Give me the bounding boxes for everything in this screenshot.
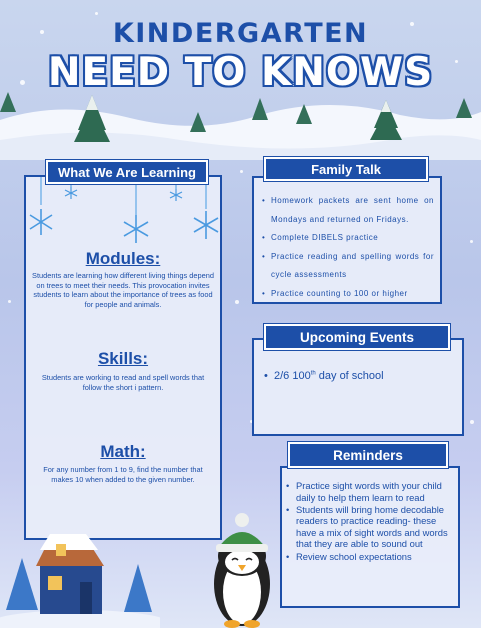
reminders-tab: Reminders [288,442,448,468]
reminders-list [286,480,448,563]
events-panel [252,338,464,436]
events-tab: Upcoming Events [264,324,450,350]
family-talk-list [262,192,434,303]
event-ordinal: th [310,370,316,377]
family-talk-panel [252,176,442,304]
learning-tab: What We Are Learning [46,160,208,184]
snowflake-icon [124,215,148,243]
snowflake-icon [65,187,182,201]
list-item: • Students will bring home decodable readers to practice reading- these have a mix of sight words and words that they are able to sound out [286,504,448,550]
learning-panel [24,175,222,540]
events-list [264,370,384,382]
family-talk-tab: Family Talk [264,157,428,181]
list-item: • Practice sight words with your child daily to help them learn to read [286,480,448,503]
skills-text: Students are working to read and spell words that follow the short i pattern. [41,373,205,392]
penguin-icon [206,512,278,628]
reminders-panel [280,466,460,608]
list-item: • Complete DIBELS practice [262,229,434,248]
list-item [264,370,384,382]
title-kindergarten: KINDERGARTEN [112,18,369,49]
list-item: • Practice reading and spelling words for cycle assessments [262,248,434,285]
skills-heading: Skills: [97,349,149,368]
list-item: • Review school expectations [286,551,448,563]
snowflake-icon [30,209,52,235]
list-item: • Practice counting to 100 or higher [262,285,434,304]
event-date: 2/6 100 [274,370,311,382]
modules-text: Students are learning how different living things depend on trees to meet their needs. This provocation invites students to learn about the importance of trees as food for people and animals. [32,271,214,309]
modules-heading: Modules: [85,249,161,268]
event-label: day of school [315,370,384,382]
list-item: • Homework packets are sent home on Mondays and returned on Fridays. [262,192,434,229]
title-need-to-knows: NEED TO KNOWS [47,50,434,95]
snowy-hills-illustration [0,90,481,160]
math-heading: Math: [100,442,146,461]
house-icon [36,534,104,614]
math-text: For any number from 1 to 9, find the number that makes 10 when added to the given number. [43,465,203,484]
snowflake-decoration [26,177,224,247]
snowflake-icon [194,211,218,239]
house-illustration [0,528,160,628]
